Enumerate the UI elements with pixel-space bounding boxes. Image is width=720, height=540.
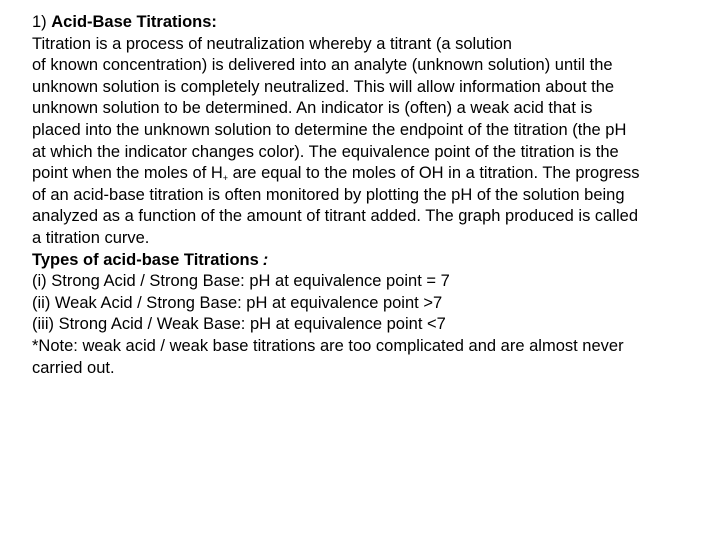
paragraph-line: at which the indicator changes color). The equivalence point of the titration is the: [32, 142, 619, 161]
paragraph-line: Titration is a process of neutralization whereby a titrant (a solution: [32, 34, 512, 53]
section-title: Acid-Base Titrations:: [51, 13, 217, 31]
section-heading: [32, 12, 698, 34]
paragraph-line: [32, 163, 698, 185]
note-line: *Note: weak acid / weak base titrations are too complicated and are almost never: [32, 336, 624, 355]
paragraph-line: analyzed as a function of the amount of titrant added. The graph produced is called: [32, 207, 639, 226]
paragraph-line: a titration curve.: [32, 228, 150, 247]
titration-type-item: (ii) Weak Acid / Strong Base: pH at equivalence point >7: [32, 293, 443, 312]
paragraph-line: placed into the unknown solution to determine the endpoint of the titration (the pH: [32, 120, 627, 139]
section-number: 1): [32, 13, 52, 31]
text-fragment: point when the moles of H: [32, 164, 223, 183]
types-heading-colon: :: [262, 250, 269, 269]
slide-content: [32, 12, 698, 379]
titration-type-item: (i) Strong Acid / Strong Base: pH at equivalence point = 7: [32, 272, 450, 291]
paragraph-line: unknown solution is completely neutralized. This will allow information about the: [32, 77, 615, 96]
titration-type-item: (iii) Strong Acid / Weak Base: pH at equivalence point <7: [32, 315, 446, 334]
types-heading-text: Types of acid-base Titrations: [32, 250, 259, 269]
paragraph-line: of known concentration) is delivered into an analyte (unknown solution) until the: [32, 56, 613, 75]
note-line: carried out.: [32, 358, 115, 377]
paragraph-line: of an acid-base titration is often monitored by plotting the pH of the solution being: [32, 185, 625, 204]
text-fragment: are equal to the moles of OH in a titration. The progress: [228, 164, 640, 183]
subscript-charge: +: [222, 173, 229, 184]
types-heading: [32, 250, 698, 272]
paragraph-line: unknown solution to be determined. An indicator is (often) a weak acid that is: [32, 99, 593, 118]
